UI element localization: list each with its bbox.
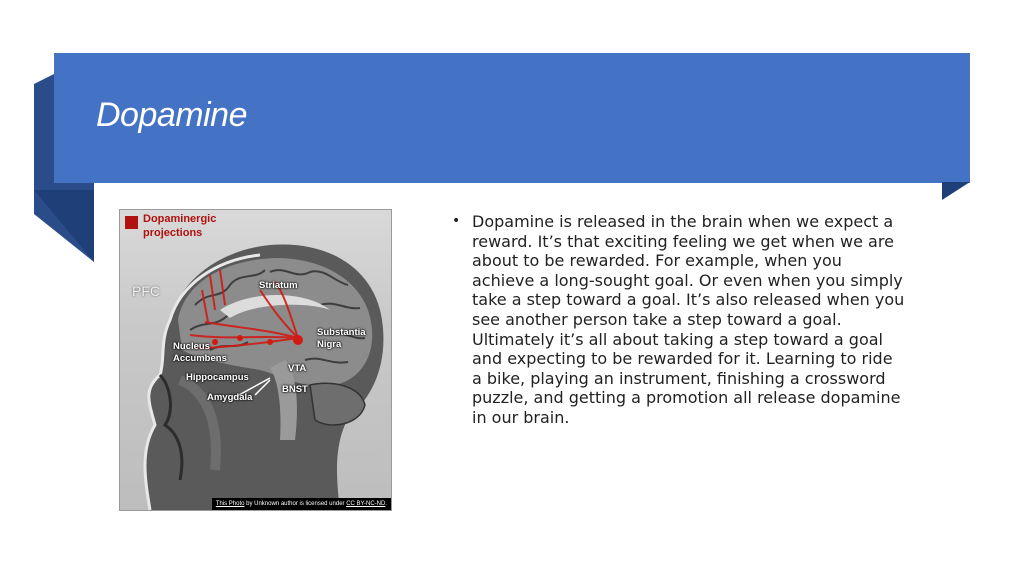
label-amygdala: Amygdala <box>207 392 253 403</box>
bullet-text: Dopamine is released in the brain when we expect a reward. It’s that exciting feeling we get when we are about to be rewarded. For example, when you achieve a long-sought goal. Or even when you simply take a step toward a goal. It’s also released when you see another person take a step toward a goal. Ultimately it’s all about taking a step toward a goal and expecting to be rewarded for it. Learning to ride a bike, playing an instrument, finishing a crossword puzzle, and getting a promotion all release dopamine in our brain. <box>472 212 905 427</box>
brain-illustration <box>120 210 391 510</box>
bullet-glyph: • <box>452 213 461 229</box>
license-link[interactable]: CC BY-NC-ND <box>346 501 386 507</box>
label-bnst: BNST <box>282 384 308 395</box>
label-accumbens: Accumbens <box>173 353 227 364</box>
slide-title: Dopamine <box>96 96 247 134</box>
label-nucleus: Nucleus <box>173 341 210 352</box>
legend-swatch <box>125 216 138 229</box>
bullet-list <box>452 212 907 428</box>
photo-credit <box>212 498 391 510</box>
brain-image[interactable] <box>119 209 392 511</box>
bullet-item <box>452 212 907 428</box>
credit-middle: by Unknown author is licensed under <box>244 501 347 507</box>
banner-fold-right <box>942 182 970 200</box>
label-hippocampus: Hippocampus <box>186 372 249 383</box>
credit-end: . <box>385 501 387 507</box>
label-vta: VTA <box>288 363 307 374</box>
label-substantia: Substantia <box>317 327 366 338</box>
photo-link[interactable]: This Photo <box>215 501 245 507</box>
label-nigra: Nigra <box>317 339 342 350</box>
legend-label: Dopaminergic projections <box>143 213 217 239</box>
label-striatum: Striatum <box>259 280 298 291</box>
label-pfc: PFC <box>132 283 160 299</box>
